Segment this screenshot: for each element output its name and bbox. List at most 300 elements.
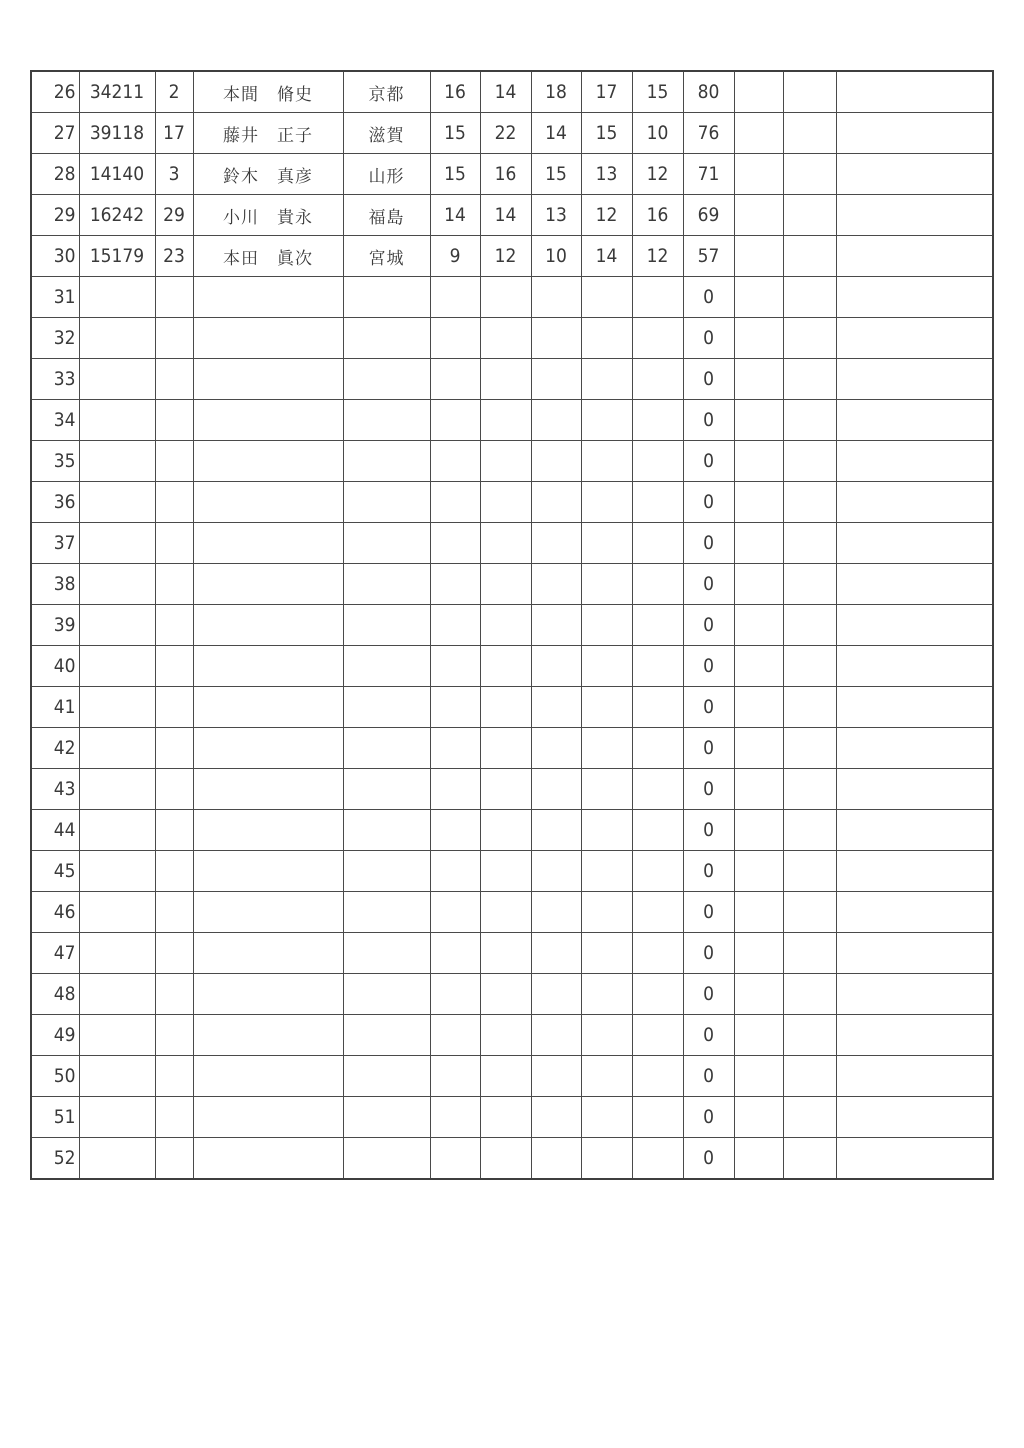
row-number-cell: 41 (31, 687, 79, 728)
score-5-cell (632, 1138, 683, 1180)
extra-2-cell (783, 482, 836, 523)
member-id-cell (79, 728, 155, 769)
member-id-cell (79, 605, 155, 646)
bib-number-cell (155, 318, 193, 359)
table-row (31, 359, 993, 400)
score-1-cell (430, 1138, 480, 1180)
extra-1-cell (734, 277, 783, 318)
prefecture-cell (343, 646, 430, 687)
bib-number-cell (155, 400, 193, 441)
score-4-cell (581, 974, 632, 1015)
score-3-cell (531, 1056, 581, 1097)
extra-2-cell (783, 441, 836, 482)
member-id-cell (79, 892, 155, 933)
note-cell (836, 851, 993, 892)
total-cell: 0 (683, 441, 734, 482)
score-3-cell (531, 1097, 581, 1138)
total-cell: 0 (683, 974, 734, 1015)
total-cell: 0 (683, 810, 734, 851)
table-row (31, 1097, 993, 1138)
score-5-cell (632, 523, 683, 564)
row-number-cell: 48 (31, 974, 79, 1015)
table-row (31, 564, 993, 605)
score-3-cell (531, 769, 581, 810)
prefecture-cell (343, 851, 430, 892)
score-1-cell (430, 1015, 480, 1056)
table-row (31, 277, 993, 318)
score-1-cell (430, 1056, 480, 1097)
score-3-cell (531, 646, 581, 687)
score-4-cell (581, 359, 632, 400)
score-3-cell (531, 1138, 581, 1180)
name-cell (193, 769, 343, 810)
score-5-cell (632, 318, 683, 359)
table-row (31, 154, 993, 195)
note-cell (836, 318, 993, 359)
table-row (31, 933, 993, 974)
table-row (31, 1056, 993, 1097)
score-5-cell (632, 974, 683, 1015)
total-cell: 0 (683, 523, 734, 564)
table-row (31, 605, 993, 646)
member-id-cell: 39118 (79, 113, 155, 154)
extra-1-cell (734, 359, 783, 400)
score-1-cell (430, 810, 480, 851)
extra-2-cell (783, 154, 836, 195)
note-cell (836, 892, 993, 933)
row-number-cell: 32 (31, 318, 79, 359)
score-3-cell (531, 728, 581, 769)
prefecture-cell (343, 1138, 430, 1180)
note-cell (836, 113, 993, 154)
score-3-cell: 15 (531, 154, 581, 195)
score-1-cell (430, 277, 480, 318)
member-id-cell (79, 523, 155, 564)
score-3-cell: 10 (531, 236, 581, 277)
score-1-cell (430, 892, 480, 933)
score-4-cell (581, 441, 632, 482)
name-cell (193, 933, 343, 974)
score-2-cell: 14 (480, 195, 531, 236)
row-number-cell: 27 (31, 113, 79, 154)
name-cell (193, 1138, 343, 1180)
score-2-cell (480, 1015, 531, 1056)
extra-1-cell (734, 687, 783, 728)
bib-number-cell (155, 646, 193, 687)
score-1-cell (430, 318, 480, 359)
prefecture-cell (343, 1015, 430, 1056)
score-3-cell: 18 (531, 71, 581, 113)
bib-number-cell (155, 359, 193, 400)
note-cell (836, 1015, 993, 1056)
note-cell (836, 728, 993, 769)
table-row (31, 728, 993, 769)
extra-1-cell (734, 441, 783, 482)
row-number-cell: 49 (31, 1015, 79, 1056)
prefecture-cell: 宮城 (343, 236, 430, 277)
score-3-cell (531, 523, 581, 564)
bib-number-cell: 2 (155, 71, 193, 113)
prefecture-cell (343, 318, 430, 359)
member-id-cell (79, 482, 155, 523)
extra-1-cell (734, 646, 783, 687)
total-cell: 0 (683, 769, 734, 810)
extra-1-cell (734, 154, 783, 195)
bib-number-cell (155, 728, 193, 769)
bib-number-cell (155, 892, 193, 933)
score-2-cell (480, 564, 531, 605)
name-cell (193, 523, 343, 564)
score-2-cell: 22 (480, 113, 531, 154)
score-1-cell: 15 (430, 113, 480, 154)
row-number-cell: 31 (31, 277, 79, 318)
score-4-cell (581, 400, 632, 441)
note-cell (836, 1056, 993, 1097)
extra-2-cell (783, 687, 836, 728)
total-cell: 0 (683, 728, 734, 769)
score-1-cell (430, 851, 480, 892)
table-row (31, 318, 993, 359)
score-4-cell (581, 646, 632, 687)
score-5-cell (632, 1015, 683, 1056)
name-cell: 鈴木 真彦 (193, 154, 343, 195)
score-2-cell (480, 359, 531, 400)
score-1-cell (430, 441, 480, 482)
prefecture-cell (343, 441, 430, 482)
extra-2-cell (783, 810, 836, 851)
bib-number-cell (155, 1015, 193, 1056)
score-3-cell (531, 277, 581, 318)
score-1-cell (430, 769, 480, 810)
row-number-cell: 36 (31, 482, 79, 523)
score-2-cell (480, 441, 531, 482)
note-cell (836, 523, 993, 564)
extra-2-cell (783, 646, 836, 687)
prefecture-cell (343, 892, 430, 933)
bib-number-cell (155, 523, 193, 564)
bib-number-cell: 3 (155, 154, 193, 195)
member-id-cell (79, 1056, 155, 1097)
member-id-cell (79, 1097, 155, 1138)
score-2-cell (480, 1138, 531, 1180)
extra-2-cell (783, 1056, 836, 1097)
score-5-cell (632, 933, 683, 974)
score-5-cell (632, 646, 683, 687)
score-2-cell: 14 (480, 71, 531, 113)
prefecture-cell (343, 277, 430, 318)
score-2-cell (480, 318, 531, 359)
table-row (31, 523, 993, 564)
score-3-cell (531, 482, 581, 523)
prefecture-cell (343, 564, 430, 605)
bib-number-cell (155, 277, 193, 318)
total-cell: 0 (683, 359, 734, 400)
total-cell: 0 (683, 277, 734, 318)
total-cell: 0 (683, 851, 734, 892)
row-number-cell: 28 (31, 154, 79, 195)
total-cell: 0 (683, 605, 734, 646)
name-cell: 小川 貴永 (193, 195, 343, 236)
bib-number-cell (155, 933, 193, 974)
score-1-cell (430, 400, 480, 441)
score-4-cell (581, 277, 632, 318)
extra-2-cell (783, 359, 836, 400)
extra-2-cell (783, 605, 836, 646)
score-4-cell (581, 523, 632, 564)
score-3-cell (531, 810, 581, 851)
bib-number-cell (155, 1097, 193, 1138)
total-cell: 0 (683, 1015, 734, 1056)
member-id-cell (79, 646, 155, 687)
score-1-cell: 9 (430, 236, 480, 277)
score-5-cell (632, 359, 683, 400)
prefecture-cell: 滋賀 (343, 113, 430, 154)
score-2-cell (480, 1056, 531, 1097)
results-table (30, 70, 994, 1180)
extra-1-cell (734, 1138, 783, 1180)
score-5-cell (632, 728, 683, 769)
total-cell: 69 (683, 195, 734, 236)
extra-2-cell (783, 564, 836, 605)
table-row (31, 71, 993, 113)
note-cell (836, 810, 993, 851)
member-id-cell (79, 359, 155, 400)
prefecture-cell (343, 687, 430, 728)
row-number-cell: 44 (31, 810, 79, 851)
prefecture-cell (343, 769, 430, 810)
row-number-cell: 50 (31, 1056, 79, 1097)
note-cell (836, 71, 993, 113)
table-body (31, 71, 993, 1179)
score-4-cell (581, 728, 632, 769)
score-1-cell (430, 933, 480, 974)
member-id-cell (79, 441, 155, 482)
bib-number-cell (155, 1056, 193, 1097)
score-4-cell (581, 1015, 632, 1056)
score-2-cell (480, 974, 531, 1015)
name-cell (193, 687, 343, 728)
row-number-cell: 51 (31, 1097, 79, 1138)
table-row (31, 687, 993, 728)
bib-number-cell (155, 851, 193, 892)
score-5-cell (632, 1056, 683, 1097)
score-2-cell (480, 605, 531, 646)
table-row (31, 810, 993, 851)
extra-2-cell (783, 71, 836, 113)
note-cell (836, 195, 993, 236)
total-cell: 76 (683, 113, 734, 154)
extra-2-cell (783, 1015, 836, 1056)
bib-number-cell (155, 441, 193, 482)
score-5-cell (632, 564, 683, 605)
extra-2-cell (783, 400, 836, 441)
extra-1-cell (734, 851, 783, 892)
name-cell (193, 482, 343, 523)
name-cell (193, 728, 343, 769)
score-3-cell (531, 441, 581, 482)
extra-1-cell (734, 236, 783, 277)
table-row (31, 1015, 993, 1056)
total-cell: 0 (683, 1097, 734, 1138)
score-1-cell (430, 359, 480, 400)
score-4-cell: 12 (581, 195, 632, 236)
note-cell (836, 974, 993, 1015)
table-row (31, 441, 993, 482)
prefecture-cell (343, 933, 430, 974)
name-cell (193, 1015, 343, 1056)
score-2-cell: 12 (480, 236, 531, 277)
row-number-cell: 39 (31, 605, 79, 646)
score-1-cell (430, 605, 480, 646)
score-3-cell (531, 851, 581, 892)
name-cell: 本間 脩史 (193, 71, 343, 113)
score-4-cell (581, 687, 632, 728)
total-cell: 0 (683, 318, 734, 359)
score-4-cell (581, 851, 632, 892)
score-1-cell: 15 (430, 154, 480, 195)
extra-2-cell (783, 769, 836, 810)
member-id-cell: 34211 (79, 71, 155, 113)
note-cell (836, 441, 993, 482)
prefecture-cell: 山形 (343, 154, 430, 195)
row-number-cell: 42 (31, 728, 79, 769)
table-row (31, 769, 993, 810)
extra-2-cell (783, 933, 836, 974)
prefecture-cell (343, 1097, 430, 1138)
score-5-cell (632, 892, 683, 933)
member-id-cell: 14140 (79, 154, 155, 195)
prefecture-cell (343, 523, 430, 564)
score-4-cell (581, 318, 632, 359)
score-3-cell (531, 400, 581, 441)
total-cell: 57 (683, 236, 734, 277)
name-cell (193, 974, 343, 1015)
total-cell: 0 (683, 1138, 734, 1180)
extra-1-cell (734, 769, 783, 810)
prefecture-cell (343, 359, 430, 400)
score-4-cell: 15 (581, 113, 632, 154)
member-id-cell (79, 1138, 155, 1180)
score-3-cell (531, 687, 581, 728)
row-number-cell: 45 (31, 851, 79, 892)
prefecture-cell (343, 400, 430, 441)
bib-number-cell (155, 687, 193, 728)
extra-1-cell (734, 974, 783, 1015)
name-cell (193, 605, 343, 646)
name-cell (193, 400, 343, 441)
total-cell: 0 (683, 1056, 734, 1097)
score-3-cell: 14 (531, 113, 581, 154)
score-4-cell: 17 (581, 71, 632, 113)
bib-number-cell (155, 605, 193, 646)
name-cell (193, 851, 343, 892)
extra-2-cell (783, 1138, 836, 1180)
extra-2-cell (783, 974, 836, 1015)
total-cell: 0 (683, 400, 734, 441)
row-number-cell: 46 (31, 892, 79, 933)
score-2-cell (480, 1097, 531, 1138)
extra-2-cell (783, 318, 836, 359)
note-cell (836, 769, 993, 810)
bib-number-cell (155, 974, 193, 1015)
extra-2-cell (783, 236, 836, 277)
table-row (31, 113, 993, 154)
bib-number-cell (155, 1138, 193, 1180)
table-row (31, 236, 993, 277)
score-4-cell (581, 1138, 632, 1180)
score-2-cell (480, 400, 531, 441)
score-2-cell: 16 (480, 154, 531, 195)
extra-1-cell (734, 523, 783, 564)
score-4-cell (581, 1097, 632, 1138)
note-cell (836, 482, 993, 523)
extra-2-cell (783, 277, 836, 318)
score-5-cell (632, 851, 683, 892)
score-2-cell (480, 482, 531, 523)
score-4-cell (581, 564, 632, 605)
score-1-cell (430, 974, 480, 1015)
score-3-cell: 13 (531, 195, 581, 236)
row-number-cell: 29 (31, 195, 79, 236)
score-5-cell: 15 (632, 71, 683, 113)
note-cell (836, 646, 993, 687)
prefecture-cell (343, 482, 430, 523)
name-cell (193, 892, 343, 933)
member-id-cell (79, 277, 155, 318)
score-2-cell (480, 523, 531, 564)
extra-2-cell (783, 113, 836, 154)
score-3-cell (531, 359, 581, 400)
prefecture-cell: 京都 (343, 71, 430, 113)
prefecture-cell (343, 728, 430, 769)
note-cell (836, 400, 993, 441)
prefecture-cell (343, 974, 430, 1015)
total-cell: 0 (683, 892, 734, 933)
table-row (31, 974, 993, 1015)
score-1-cell (430, 564, 480, 605)
name-cell (193, 646, 343, 687)
extra-1-cell (734, 400, 783, 441)
table-row (31, 646, 993, 687)
score-1-cell (430, 728, 480, 769)
member-id-cell (79, 400, 155, 441)
prefecture-cell (343, 810, 430, 851)
extra-2-cell (783, 195, 836, 236)
score-5-cell (632, 1097, 683, 1138)
score-4-cell (581, 769, 632, 810)
score-2-cell (480, 277, 531, 318)
score-5-cell (632, 605, 683, 646)
score-4-cell (581, 810, 632, 851)
extra-2-cell (783, 523, 836, 564)
score-5-cell (632, 769, 683, 810)
note-cell (836, 1138, 993, 1180)
extra-1-cell (734, 605, 783, 646)
member-id-cell (79, 318, 155, 359)
bib-number-cell: 17 (155, 113, 193, 154)
member-id-cell (79, 851, 155, 892)
member-id-cell (79, 564, 155, 605)
total-cell: 0 (683, 933, 734, 974)
prefecture-cell (343, 1056, 430, 1097)
score-5-cell (632, 441, 683, 482)
score-2-cell (480, 810, 531, 851)
bib-number-cell: 23 (155, 236, 193, 277)
score-2-cell (480, 851, 531, 892)
score-3-cell (531, 318, 581, 359)
row-number-cell: 30 (31, 236, 79, 277)
note-cell (836, 236, 993, 277)
